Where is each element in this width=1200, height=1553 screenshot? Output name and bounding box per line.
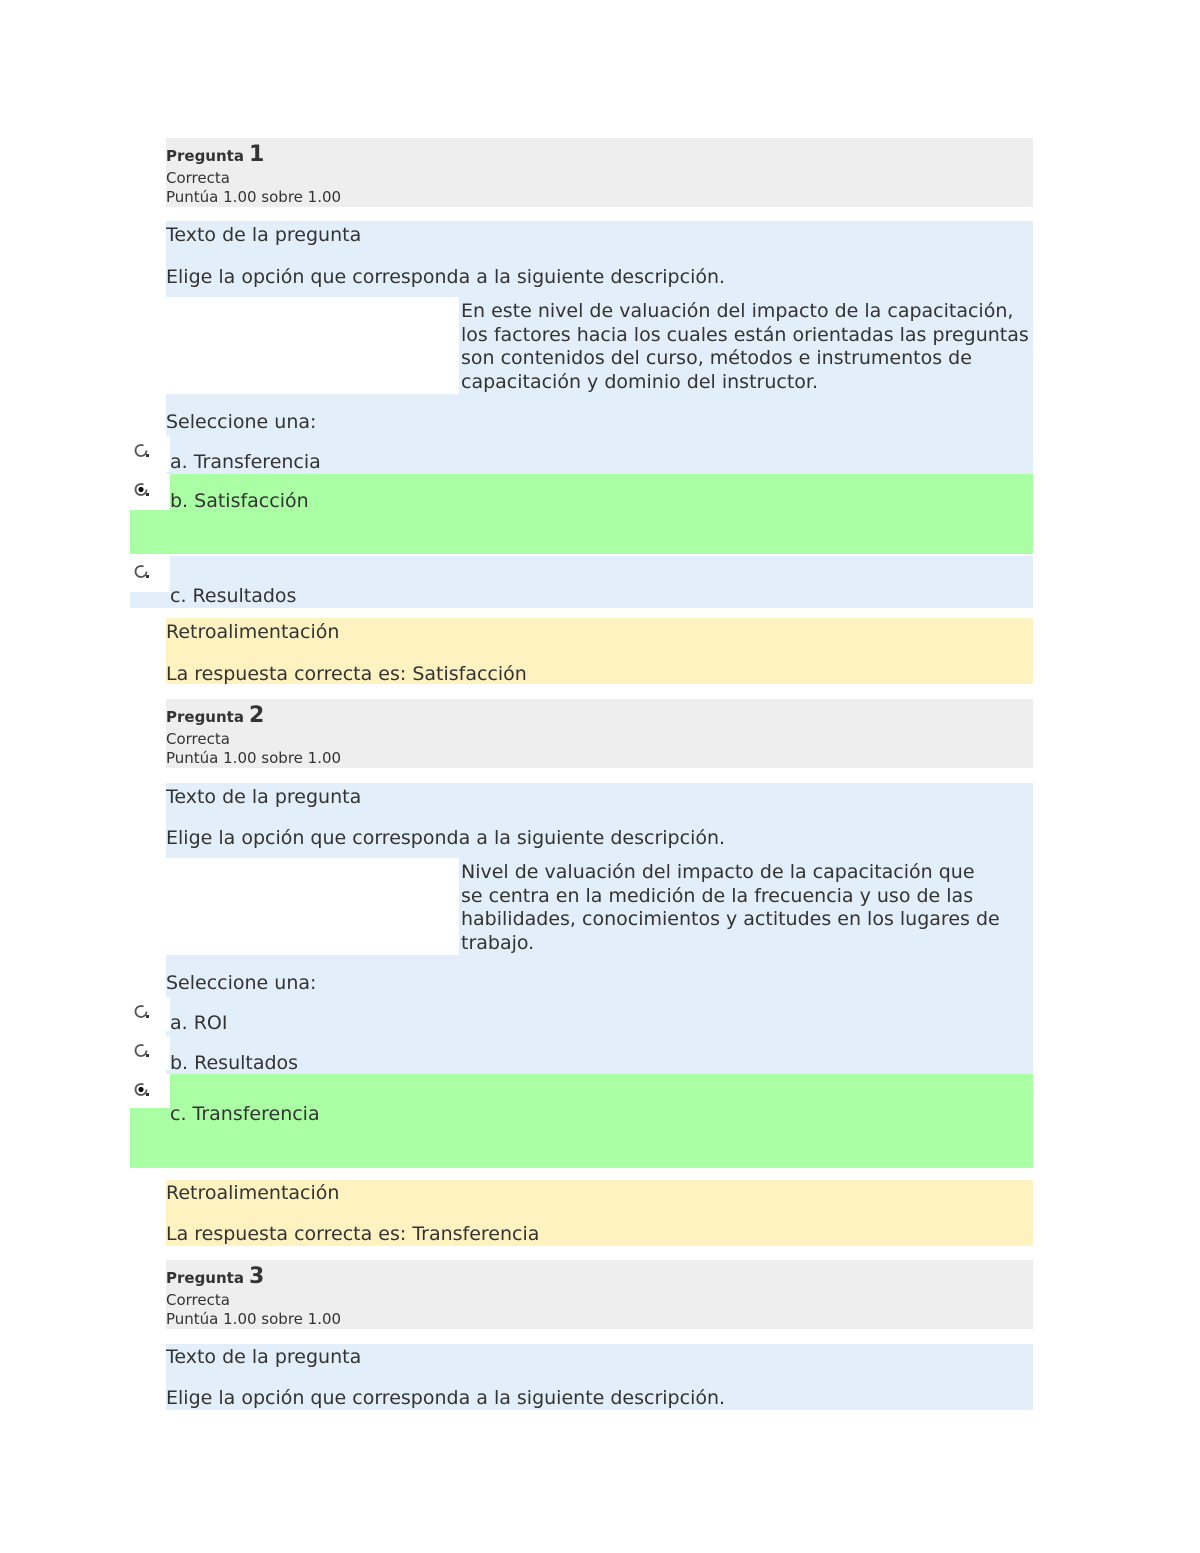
question-label: Pregunta	[166, 708, 244, 726]
question-2-title	[166, 703, 264, 728]
question-label: Pregunta	[166, 1269, 244, 1287]
question-instruction: Elige la opción que corresponda a la siguiente descripción.	[166, 827, 726, 849]
question-number: 3	[249, 1264, 265, 1289]
feedback-heading: Retroalimentación	[166, 621, 340, 643]
option-c-label[interactable]: c. Resultados	[170, 585, 297, 607]
option-c-radio-selected[interactable]	[133, 1081, 150, 1098]
question-state: Correcta	[166, 1291, 230, 1309]
question-state: Correcta	[166, 169, 230, 187]
question-text-heading: Texto de la pregunta	[166, 786, 362, 808]
question-instruction: Elige la opción que corresponda a la siguiente descripción.	[166, 266, 726, 288]
option-a-radio[interactable]	[133, 1003, 150, 1020]
question-score: Puntúa 1.00 sobre 1.00	[166, 188, 342, 206]
option-b-label[interactable]: b. Resultados	[170, 1052, 299, 1074]
question-score: Puntúa 1.00 sobre 1.00	[166, 1310, 342, 1328]
description-spacer	[166, 297, 459, 394]
question-state: Correcta	[166, 730, 230, 748]
question-number: 1	[249, 142, 265, 167]
option-c-label[interactable]: c. Transferencia	[170, 1103, 320, 1125]
question-text-heading: Texto de la pregunta	[166, 1346, 362, 1368]
question-description: Nivel de valuación del impacto de la capacitación que se centra en la medición de la frecuencia y uso de las habilidades, conocimientos y actitudes en los lugares de trabajo.	[461, 861, 1000, 954]
option-c-radio[interactable]	[133, 563, 150, 580]
select-prompt: Seleccione una:	[166, 411, 317, 433]
option-a-radio[interactable]	[133, 442, 150, 459]
option-a-label[interactable]: a. Transferencia	[170, 451, 321, 473]
feedback-text: La respuesta correcta es: Satisfacción	[166, 663, 527, 685]
description-spacer	[166, 858, 459, 955]
question-text-heading: Texto de la pregunta	[166, 224, 362, 246]
feedback-text: La respuesta correcta es: Transferencia	[166, 1223, 540, 1245]
question-number: 2	[249, 703, 265, 728]
option-b-label[interactable]: b. Satisfacción	[170, 490, 309, 512]
feedback-heading: Retroalimentación	[166, 1182, 340, 1204]
question-1-title	[166, 142, 264, 167]
option-b-radio[interactable]	[133, 1042, 150, 1059]
question-instruction: Elige la opción que corresponda a la siguiente descripción.	[166, 1387, 726, 1409]
question-3-title	[166, 1264, 264, 1289]
option-b-radio-selected[interactable]	[133, 481, 150, 498]
select-prompt: Seleccione una:	[166, 972, 317, 994]
question-label: Pregunta	[166, 147, 244, 165]
question-description: En este nivel de valuación del impacto de la capacitación, los factores hacia los cuales están orientadas las preguntas son contenidos del curso, métodos e instrumentos de capacitación y dominio del instructor.	[461, 300, 1029, 393]
question-score: Puntúa 1.00 sobre 1.00	[166, 749, 342, 767]
option-a-label[interactable]: a. ROI	[170, 1012, 228, 1034]
option-b-correct-row	[130, 474, 1033, 554]
